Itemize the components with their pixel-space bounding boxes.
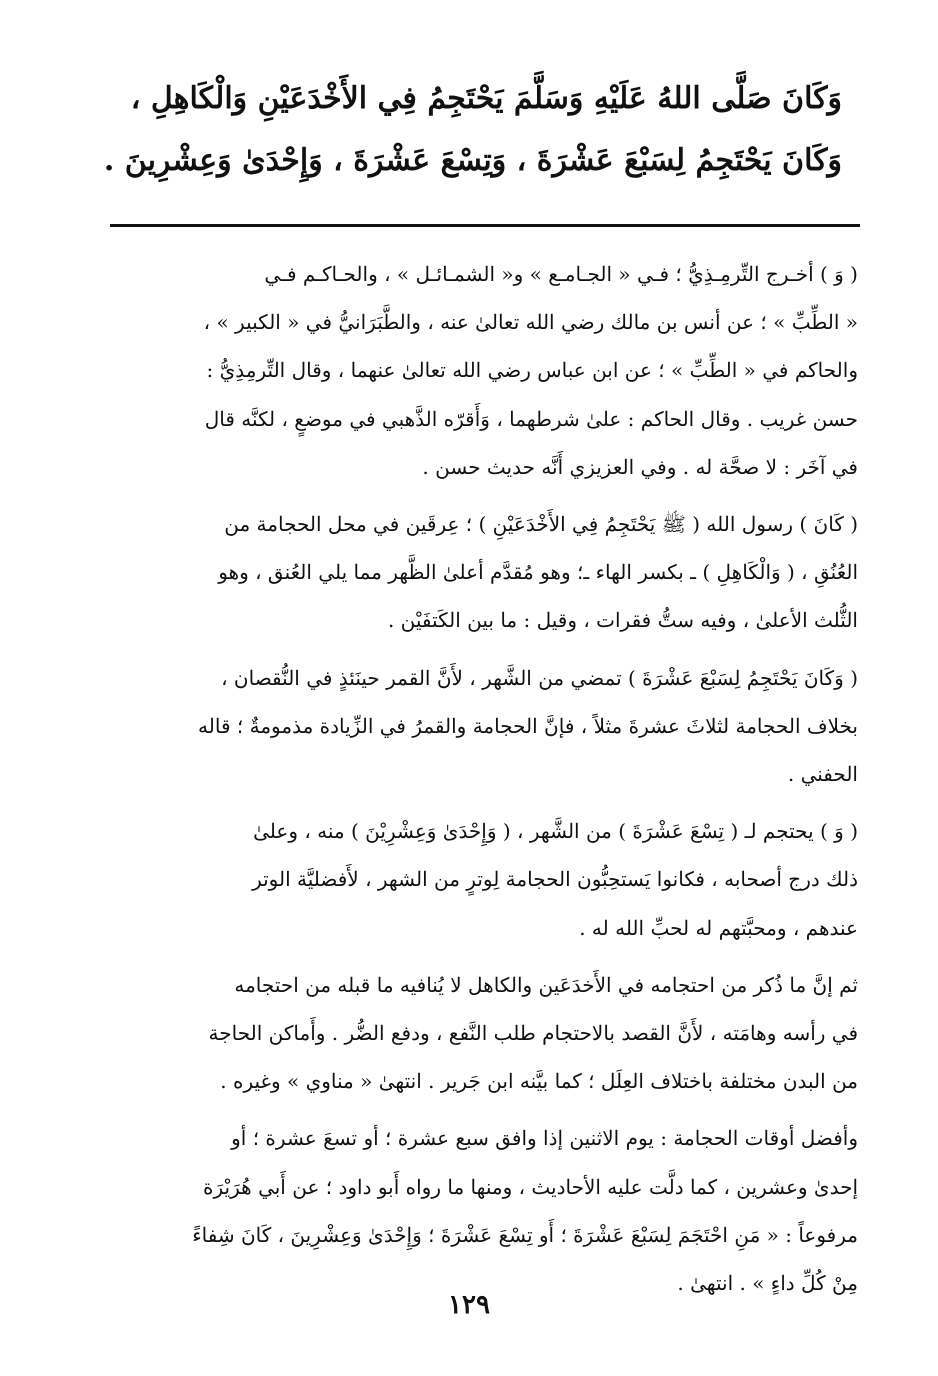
commentary-line: مرفوعاً : « مَنِ احْتَجَمَ لِسَبْعَ عَشْرَةَ ؛ أَو تِسْعَ عَشْرَةَ ؛ وَإِحْدَىٰ وَعِشْرِينَ ، كَانَ شِفاءً (192, 1222, 858, 1247)
commentary-line: حسن غريب . وقال الحاكم : علىٰ شرطهما ، وَأَقرّه الذَّهبي في موضعٍ ، لكنَّه قال (204, 406, 858, 431)
commentary-paragraph-2 (104, 500, 858, 645)
commentary-line: ( وَ ) أخـرج التِّرمِـذِيُّ ؛ فـي « الجـامـع » و« الشمـائـل » ، والحـاكـم فـي (264, 262, 858, 286)
commentary-paragraph-3 (104, 654, 858, 799)
commentary-line: إحدىٰ وعشرين ، كما دلَّت عليه الأحاديث ، ومنها ما رواه أَبو داود ؛ عن أَبي هُرَيْرَة (203, 1174, 858, 1199)
commentary-line: بخلاف الحجامة لثلاثَ عشرةَ مثلاً ، فإنَّ الحجامة والقمرُ في الزِّيادة مذمومةٌ ؛ قاله (198, 713, 858, 738)
commentary (104, 250, 858, 1316)
hadith-text (100, 68, 842, 192)
commentary-paragraph-6 (104, 1114, 858, 1307)
divider-line (110, 224, 860, 227)
hadith-line-1: وَكَانَ صَلَّى اللهُ عَلَيْهِ وَسَلَّمَ يَحْتَجِمُ فِي الأَخْدَعَيْنِ وَالْكَاهِلِ ، (130, 81, 842, 116)
commentary-line: والحاكم في « الطِّبِّ » ؛ عن ابن عباس رضي الله تعالىٰ عنهما ، وقال التِّرمِذِيُّ : (206, 358, 858, 383)
commentary-line: في رأسه وهامَته ، لأَنَّ القصد بالاحتجام طلب النَّفع ، ودفع الضُّر . وأَماكن الحاجة (208, 1021, 858, 1046)
commentary-line: من البدن مختلفة باختلاف العِلَل ؛ كما بيَّنه ابن جَرير . انتهىٰ « مناوي » وغيره . (220, 1069, 858, 1094)
commentary-paragraph-5 (104, 961, 858, 1106)
commentary-line: الحفني . (787, 762, 858, 787)
commentary-line: الثُّلث الأعلىٰ ، وفيه ستُّ فقرات ، وقيل : ما بين الكَتفَيْن . (387, 608, 858, 633)
commentary-paragraph-4 (104, 807, 858, 952)
page-number: ١٢٩ (448, 1290, 490, 1320)
commentary-line: عندهم ، ومحبَّتهم له لحبِّ الله له . (579, 915, 858, 940)
commentary-line: « الطِّبِّ » ؛ عن أنس بن مالك رضي الله تعالىٰ عنه ، والطَّبَرَانيُّ في « الكبير » ، (203, 310, 858, 335)
hadith-line-2: وَكَانَ يَحْتَجِمُ لِسَبْعَ عَشْرَةَ ، وَتِسْعَ عَشْرَةَ ، وَإِحْدَىٰ وَعِشْرِينَ . (103, 143, 842, 178)
commentary-line: ثم إنَّ ما ذُكر من احتجامه في الأَخدَعَين والكاهل لا يُنافيه ما قبله من احتجامه (234, 972, 858, 997)
commentary-line: وأفضل أوقات الحجامة : يوم الاثنين إذا وافق سبع عشرة ؛ أو تسعَ عشرة ؛ أو (231, 1126, 858, 1151)
commentary-line: ( كَانَ ) رسول الله ( ﷺ يَحْتَجِمُ فِي الأَخْدَعَيْنِ ) ؛ عِرقَين في محل الحجامة من (224, 512, 858, 537)
commentary-line: ذلك درج أصحابه ، فكانوا يَستحِبُّون الحجامة لِوترٍ من الشهر ، لأَفضليَّة الوتر (252, 867, 858, 892)
commentary-paragraph-1 (104, 250, 858, 491)
commentary-line: ( وَ ) يحتجم لـ ( تِسْعَ عَشْرَةَ ) من الشَّهر ، ( وَإِحْدَىٰ وَعِشْرِيْنَ ) منه ، وعلىٰ (253, 819, 858, 844)
commentary-line: ( وَكَانَ يَحْتَجِمُ لِسَبْعَ عَشْرَةَ ) تمضي من الشَّهر ، لأَنَّ القمر حينَئذٍ في النُّقصان ، (221, 665, 858, 690)
commentary-line: العُنُقِ ، ( وَالْكَاهِلِ ) ـ بكسر الهاء ـ؛ وهو مُقدَّم أعلىٰ الظَّهر مما يلي العُنق ، وهو (218, 560, 858, 585)
commentary-line: مِنْ كُلِّ داءٍ » . انتهىٰ . (677, 1271, 858, 1296)
commentary-line: في آخَر : لا صحَّة له . وفي العزيزي أَنَّه حديث حسن . (422, 454, 858, 479)
